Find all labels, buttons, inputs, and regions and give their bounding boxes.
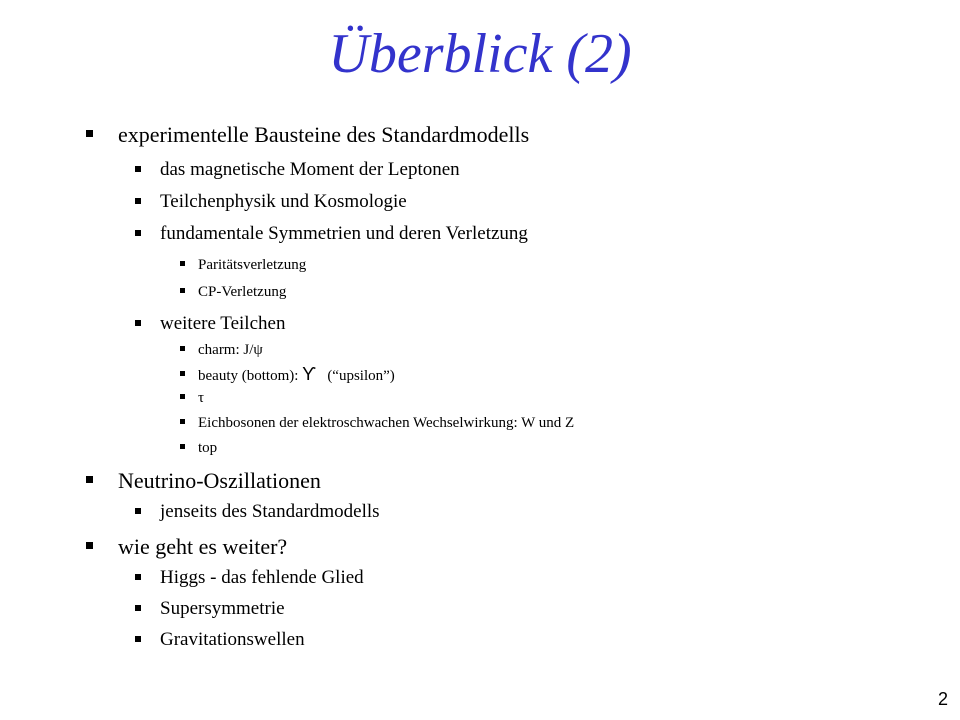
square-bullet-icon	[180, 346, 185, 351]
square-bullet-icon	[86, 476, 93, 483]
bullet-text: das magnetische Moment der Leptonen	[160, 159, 460, 180]
sub-bullet-item	[135, 597, 285, 621]
bullet-text: Teilchenphysik und Kosmologie	[160, 191, 407, 212]
bullet-text: Eichbosonen der elektroschwachen Wechselwirkung: W und Z	[198, 415, 575, 431]
page-number: 2	[937, 689, 948, 709]
square-bullet-icon	[180, 371, 185, 376]
bullet-text-before: beauty (bottom):	[198, 368, 303, 384]
square-bullet-icon	[135, 636, 141, 642]
bullet-text: Gravitationswellen	[160, 629, 305, 650]
square-bullet-icon	[86, 130, 93, 137]
sub-bullet-item	[135, 628, 305, 652]
bullet-text-after: (“upsilon”)	[316, 368, 395, 384]
sub-bullet-item	[135, 312, 285, 336]
bullet-text: Paritätsverletzung	[198, 257, 307, 273]
bullet-text: τ	[198, 390, 205, 406]
bullet-text: charm: J/ψ	[198, 342, 263, 358]
sub-bullet-item	[135, 190, 407, 214]
square-bullet-icon	[180, 261, 185, 266]
sub-sub-bullet-item	[180, 282, 286, 302]
bullet-text: weitere Teilchen	[160, 313, 286, 334]
square-bullet-icon	[135, 166, 141, 172]
bullet-text: wie geht es weiter?	[118, 534, 288, 559]
sub-sub-bullet-item	[180, 413, 574, 433]
square-bullet-icon	[135, 320, 141, 326]
sub-sub-bullet-item	[180, 388, 204, 408]
bullet-text	[180, 364, 395, 386]
square-bullet-icon	[135, 605, 141, 611]
bullet-item	[86, 121, 529, 149]
bullet-text: Neutrino-Oszillationen	[118, 468, 321, 493]
bullet-text: fundamentale Symmetrien und deren Verletzung	[160, 223, 528, 244]
bullet-text: experimentelle Bausteine des Standardmodells	[118, 122, 530, 147]
sub-bullet-item	[135, 566, 364, 590]
bullet-text: jenseits des Standardmodells	[160, 501, 380, 522]
square-bullet-icon	[135, 508, 141, 514]
square-bullet-icon	[180, 444, 185, 449]
bullet-text: CP-Verletzung	[198, 284, 287, 300]
bullet-text: Supersymmetrie	[160, 598, 285, 619]
square-bullet-icon	[180, 419, 185, 424]
sub-sub-bullet-item	[180, 364, 395, 386]
sub-sub-bullet-item	[180, 255, 306, 275]
sub-bullet-item	[135, 500, 380, 524]
upsilon-symbol: ϒ	[302, 364, 317, 384]
sub-sub-bullet-item	[180, 340, 263, 360]
square-bullet-icon	[135, 198, 141, 204]
bullet-text: Higgs - das fehlende Glied	[160, 567, 364, 588]
sub-bullet-item	[135, 158, 460, 182]
square-bullet-icon	[135, 230, 141, 236]
square-bullet-icon	[86, 542, 93, 549]
bullet-text: top	[198, 440, 218, 456]
bullet-item	[86, 533, 287, 561]
square-bullet-icon	[135, 574, 141, 580]
bullet-item	[86, 467, 321, 495]
sub-sub-bullet-item	[180, 438, 217, 458]
sub-bullet-item	[135, 222, 528, 246]
square-bullet-icon	[180, 394, 185, 399]
square-bullet-icon	[180, 288, 185, 293]
slide-title: Überblick (2)	[328, 23, 632, 85]
